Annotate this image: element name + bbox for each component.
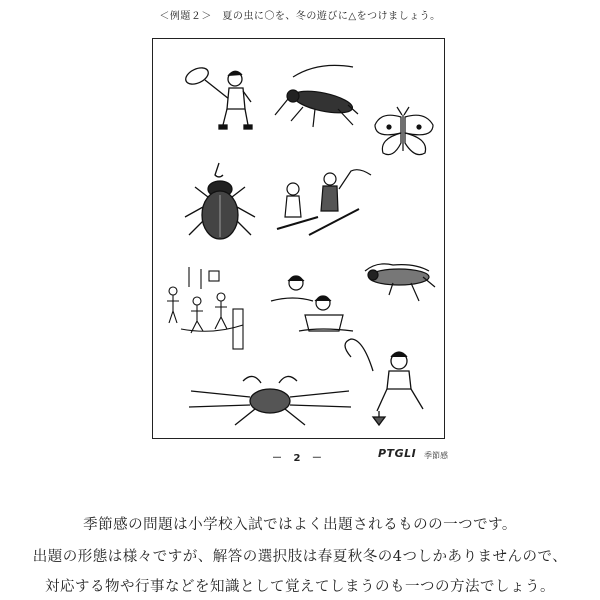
sports-day-relay-icon — [167, 267, 243, 349]
boy-with-insect-net-icon — [183, 65, 252, 129]
stag-beetle-icon — [189, 376, 351, 425]
boy-spinning-top-icon — [345, 339, 423, 425]
rhinoceros-beetle-icon — [185, 163, 255, 239]
worksheet-title: ＜例題２＞ 夏の虫に〇を、冬の遊びに△をつけましょう。 — [159, 11, 441, 22]
description-line-1: 季節感の問題は小学校入試ではよく出題されるものの一つです。 — [83, 517, 517, 533]
butterfly-icon — [375, 107, 433, 155]
cricket-icon — [275, 65, 358, 127]
brand-subtitle: 季節感 — [424, 451, 448, 460]
kids-swimming-icon — [271, 276, 353, 331]
worksheet-sheet — [152, 38, 445, 439]
brand-logo: PTGLI — [378, 447, 417, 460]
kids-skiing-icon — [277, 170, 371, 235]
grasshopper-icon — [365, 264, 435, 301]
worksheet-illustrations — [153, 39, 444, 438]
description-line-3: 対応する物や行事などを知識として覚えてしまうのも一つの方法でしょう。 — [45, 579, 555, 595]
description-line-2: 出題の形態は様々ですが、解答の選択肢は春夏秋冬の4つしかありませんので、 — [32, 549, 568, 565]
page-number: － 2 － — [272, 453, 326, 464]
